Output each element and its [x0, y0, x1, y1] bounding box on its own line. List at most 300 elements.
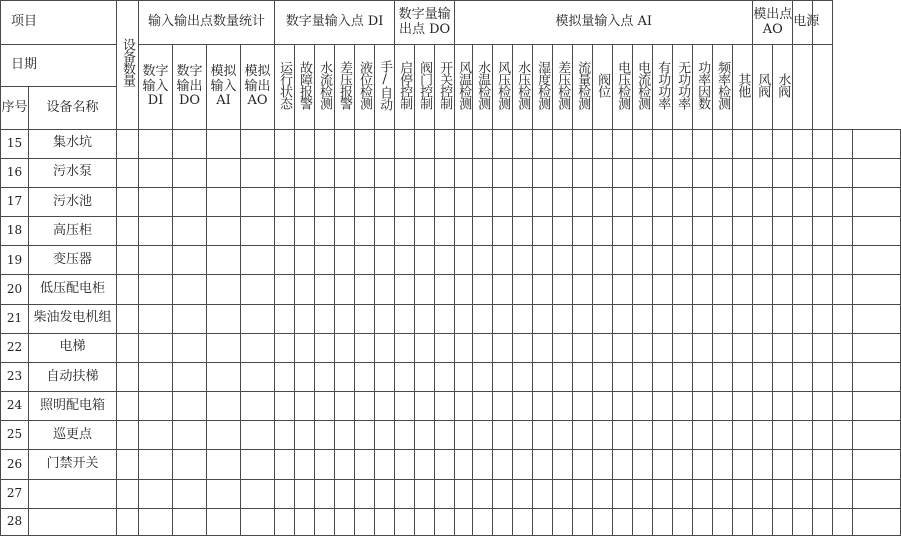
- row-data-cell: [773, 217, 793, 246]
- row-data-cell: [415, 275, 435, 304]
- row-data-cell: [853, 333, 901, 362]
- row-data-cell: [813, 304, 833, 333]
- row-data-cell: [793, 479, 813, 508]
- di-column-header-cell: [295, 45, 315, 129]
- table-row: [1, 246, 901, 275]
- row-data-cell: [173, 275, 207, 304]
- row-data-cell: [533, 275, 553, 304]
- row-data-cell: [813, 362, 833, 391]
- row-data-cell: [295, 188, 315, 217]
- row-data-cell: [813, 129, 833, 158]
- row-data-cell: [753, 362, 773, 391]
- row-data-cell: [415, 217, 435, 246]
- row-data-cell: [207, 246, 241, 275]
- row-data-cell: [713, 188, 733, 217]
- ai-column-header-cell: [713, 45, 733, 129]
- row-data-cell: [473, 450, 493, 479]
- row-data-cell: [833, 158, 853, 187]
- ao-column-label: 风阀: [755, 72, 771, 97]
- row-data-cell: [593, 508, 613, 535]
- ai-column-label: 差压检测: [555, 60, 571, 109]
- row-data-cell: [833, 392, 853, 421]
- ai-column-label: 电流检测: [635, 60, 651, 109]
- row-data-cell: [553, 158, 573, 187]
- table-row: [1, 217, 901, 246]
- row-data-cell: [793, 246, 813, 275]
- row-data-cell: [813, 479, 833, 508]
- row-seq: 15: [6, 135, 23, 150]
- row-data-cell: [275, 158, 295, 187]
- row-data-cell: [793, 392, 813, 421]
- row-data-cell: [295, 421, 315, 450]
- row-data-cell: [139, 362, 173, 391]
- table-row: [1, 450, 901, 479]
- row-seq-cell: [1, 362, 29, 391]
- row-data-cell: [173, 362, 207, 391]
- row-data-cell: [813, 217, 833, 246]
- row-data-cell: [435, 421, 455, 450]
- row-data-cell: [593, 246, 613, 275]
- row-data-cell: [693, 421, 713, 450]
- row-data-cell: [275, 129, 295, 158]
- row-data-cell: [753, 392, 773, 421]
- row-data-cell: [395, 333, 415, 362]
- row-data-cell: [473, 158, 493, 187]
- row-data-cell: [653, 246, 673, 275]
- row-data-cell: [139, 508, 173, 535]
- blank-column-cell: [813, 45, 833, 129]
- row-data-cell: [415, 158, 435, 187]
- di-column-header-cell: [275, 45, 295, 129]
- row-data-cell: [315, 158, 335, 187]
- row-seq-cell: [1, 188, 29, 217]
- row-data-cell: [375, 392, 395, 421]
- row-data-cell: [241, 450, 275, 479]
- row-seq: 24: [6, 398, 23, 413]
- row-data-cell: [241, 304, 275, 333]
- row-data-cell: [753, 158, 773, 187]
- row-data-cell: [853, 508, 901, 535]
- row-data-cell: [375, 158, 395, 187]
- row-data-cell: [773, 158, 793, 187]
- row-data-cell: [553, 217, 573, 246]
- row-data-cell: [355, 362, 375, 391]
- row-data-cell: [513, 129, 533, 158]
- io-stat-code: DO: [178, 93, 201, 109]
- row-data-cell: [335, 188, 355, 217]
- row-data-cell: [395, 392, 415, 421]
- table-row: [1, 392, 901, 421]
- row-data-cell: [753, 333, 773, 362]
- row-data-cell: [613, 246, 633, 275]
- row-data-cell: [733, 479, 753, 508]
- row-data-cell: [693, 479, 713, 508]
- seq-header-cell: [1, 87, 29, 129]
- do-column-label: 阀门控制: [417, 60, 433, 109]
- row-data-cell: [493, 333, 513, 362]
- row-data-cell: [241, 217, 275, 246]
- row-data-cell: [753, 217, 773, 246]
- row-data-cell: [533, 333, 553, 362]
- row-data-cell: [593, 421, 613, 450]
- row-data-cell: [117, 188, 139, 217]
- row-data-cell: [553, 304, 573, 333]
- row-data-cell: [375, 450, 395, 479]
- row-data-cell: [493, 217, 513, 246]
- row-data-cell: [673, 450, 693, 479]
- row-data-cell: [139, 304, 173, 333]
- row-data-cell: [435, 479, 455, 508]
- row-data-cell: [733, 304, 753, 333]
- row-data-cell: [813, 421, 833, 450]
- row-data-cell: [335, 479, 355, 508]
- row-seq-cell: [1, 158, 29, 187]
- do-column-label: 开关控制: [437, 60, 453, 109]
- row-data-cell: [435, 217, 455, 246]
- row-data-cell: [613, 392, 633, 421]
- row-data-cell: [395, 421, 415, 450]
- row-data-cell: [733, 158, 753, 187]
- row-data-cell: [593, 450, 613, 479]
- row-equipment-name: 变压器: [53, 251, 93, 267]
- row-data-cell: [117, 333, 139, 362]
- row-seq-cell: [1, 421, 29, 450]
- di-column-header-cell: [315, 45, 335, 129]
- row-data-cell: [553, 479, 573, 508]
- io-stat-line1: 模拟: [210, 63, 237, 79]
- row-data-cell: [295, 333, 315, 362]
- row-data-cell: [673, 333, 693, 362]
- row-data-cell: [773, 188, 793, 217]
- row-data-cell: [733, 188, 753, 217]
- io-stat-line1: 模拟: [244, 63, 271, 79]
- io-stat-header-cell: [173, 45, 207, 129]
- row-data-cell: [275, 246, 295, 275]
- row-data-cell: [295, 362, 315, 391]
- row-data-cell: [693, 508, 713, 535]
- row-data-cell: [415, 129, 435, 158]
- do-column-header-cell: [395, 45, 415, 129]
- row-data-cell: [295, 246, 315, 275]
- row-data-cell: [673, 304, 693, 333]
- row-data-cell: [415, 188, 435, 217]
- row-seq: 20: [6, 281, 23, 296]
- row-data-cell: [733, 450, 753, 479]
- ai-column-label: 无功功率: [675, 60, 691, 109]
- ai-column-header-cell: [653, 45, 673, 129]
- row-data-cell: [139, 188, 173, 217]
- row-data-cell: [207, 479, 241, 508]
- item-header-cell: [1, 1, 117, 45]
- row-equipment-name-cell: [29, 333, 117, 362]
- row-data-cell: [673, 392, 693, 421]
- row-data-cell: [773, 129, 793, 158]
- row-data-cell: [435, 508, 455, 535]
- row-data-cell: [415, 421, 435, 450]
- row-seq: 25: [6, 427, 23, 442]
- row-data-cell: [207, 158, 241, 187]
- io-stat-line2: 输出: [244, 78, 271, 94]
- row-data-cell: [335, 129, 355, 158]
- row-data-cell: [653, 479, 673, 508]
- row-data-cell: [673, 362, 693, 391]
- row-data-cell: [355, 508, 375, 535]
- row-data-cell: [493, 188, 513, 217]
- row-data-cell: [733, 129, 753, 158]
- row-data-cell: [593, 304, 613, 333]
- row-data-cell: [315, 508, 335, 535]
- di-column-label: 故障报警: [297, 60, 313, 109]
- row-data-cell: [653, 217, 673, 246]
- row-data-cell: [355, 450, 375, 479]
- row-data-cell: [833, 129, 853, 158]
- row-data-cell: [593, 129, 613, 158]
- row-data-cell: [613, 421, 633, 450]
- ai-column-label: 功率因数: [695, 60, 711, 109]
- row-data-cell: [513, 333, 533, 362]
- row-data-cell: [713, 508, 733, 535]
- row-data-cell: [833, 450, 853, 479]
- row-data-cell: [173, 129, 207, 158]
- row-data-cell: [295, 450, 315, 479]
- row-data-cell: [207, 188, 241, 217]
- row-data-cell: [139, 392, 173, 421]
- row-data-cell: [533, 392, 553, 421]
- row-data-cell: [241, 275, 275, 304]
- row-data-cell: [713, 479, 733, 508]
- ao-title: 模出点 AO: [753, 6, 793, 37]
- row-data-cell: [553, 392, 573, 421]
- row-data-cell: [593, 333, 613, 362]
- row-data-cell: [753, 275, 773, 304]
- row-data-cell: [207, 275, 241, 304]
- do-column-header-cell: [435, 45, 455, 129]
- row-data-cell: [395, 158, 415, 187]
- row-data-cell: [173, 304, 207, 333]
- row-data-cell: [435, 304, 455, 333]
- row-data-cell: [473, 508, 493, 535]
- row-data-cell: [573, 479, 593, 508]
- row-data-cell: [553, 188, 573, 217]
- row-data-cell: [533, 421, 553, 450]
- row-data-cell: [139, 421, 173, 450]
- row-data-cell: [793, 362, 813, 391]
- row-data-cell: [793, 450, 813, 479]
- row-data-cell: [173, 158, 207, 187]
- row-data-cell: [355, 304, 375, 333]
- row-data-cell: [295, 275, 315, 304]
- row-data-cell: [573, 188, 593, 217]
- ai-column-header-cell: [593, 45, 613, 129]
- row-data-cell: [395, 479, 415, 508]
- row-data-cell: [241, 333, 275, 362]
- row-data-cell: [553, 508, 573, 535]
- io-stat-code: AO: [247, 93, 268, 109]
- row-seq-cell: [1, 246, 29, 275]
- row-data-cell: [315, 421, 335, 450]
- row-data-cell: [415, 479, 435, 508]
- row-data-cell: [275, 188, 295, 217]
- row-data-cell: [773, 450, 793, 479]
- do-title-cell: [395, 1, 455, 45]
- row-data-cell: [315, 304, 335, 333]
- row-data-cell: [455, 479, 473, 508]
- row-data-cell: [653, 333, 673, 362]
- row-data-cell: [315, 333, 335, 362]
- do-column-header-cell: [415, 45, 435, 129]
- io-stat-header-cell: [139, 45, 173, 129]
- row-data-cell: [833, 333, 853, 362]
- header-row-1: [1, 1, 901, 45]
- row-seq: 22: [6, 339, 23, 354]
- row-data-cell: [295, 129, 315, 158]
- row-data-cell: [653, 392, 673, 421]
- io-stats-title: 输入输出点数量统计: [148, 14, 266, 30]
- row-equipment-name: 高压柜: [53, 222, 93, 238]
- row-data-cell: [435, 362, 455, 391]
- row-data-cell: [573, 217, 593, 246]
- row-data-cell: [653, 304, 673, 333]
- row-data-cell: [455, 275, 473, 304]
- row-data-cell: [733, 392, 753, 421]
- row-data-cell: [395, 275, 415, 304]
- row-data-cell: [117, 158, 139, 187]
- row-data-cell: [633, 421, 653, 450]
- io-stat-line2: 输入: [210, 78, 237, 94]
- row-data-cell: [207, 129, 241, 158]
- di-title-cell: [275, 1, 395, 45]
- row-equipment-name: 污水池: [53, 193, 93, 209]
- row-data-cell: [117, 362, 139, 391]
- row-equipment-name: 低压配电柜: [40, 281, 106, 297]
- row-data-cell: [355, 275, 375, 304]
- row-data-cell: [653, 450, 673, 479]
- row-data-cell: [813, 188, 833, 217]
- row-equipment-name-cell: [29, 304, 117, 333]
- row-data-cell: [355, 479, 375, 508]
- row-data-cell: [613, 508, 633, 535]
- row-data-cell: [275, 304, 295, 333]
- row-data-cell: [613, 217, 633, 246]
- row-data-cell: [833, 421, 853, 450]
- row-seq: 26: [6, 456, 23, 471]
- row-equipment-name-cell: [29, 275, 117, 304]
- row-data-cell: [173, 188, 207, 217]
- row-data-cell: [553, 421, 573, 450]
- row-data-cell: [455, 129, 473, 158]
- row-data-cell: [473, 217, 493, 246]
- row-data-cell: [853, 217, 901, 246]
- io-stat-code: AI: [216, 93, 231, 109]
- row-equipment-name: 门禁开关: [46, 456, 99, 472]
- row-data-cell: [573, 392, 593, 421]
- io-stat-line2: 输出: [176, 78, 203, 94]
- di-column-header-cell: [375, 45, 395, 129]
- io-stat-header-cell: [241, 45, 275, 129]
- row-data-cell: [633, 479, 653, 508]
- row-data-cell: [693, 362, 713, 391]
- row-equipment-name: 污水泵: [53, 164, 93, 180]
- row-data-cell: [117, 129, 139, 158]
- row-data-cell: [613, 450, 633, 479]
- row-data-cell: [693, 450, 713, 479]
- row-data-cell: [455, 508, 473, 535]
- table-row: [1, 421, 901, 450]
- ai-title-cell: [455, 1, 753, 45]
- row-data-cell: [853, 304, 901, 333]
- row-data-cell: [415, 392, 435, 421]
- row-data-cell: [207, 508, 241, 535]
- row-data-cell: [613, 158, 633, 187]
- row-data-cell: [335, 362, 355, 391]
- row-data-cell: [693, 275, 713, 304]
- row-equipment-name-cell: [29, 129, 117, 158]
- row-data-cell: [173, 508, 207, 535]
- row-data-cell: [435, 188, 455, 217]
- table-row: [1, 479, 901, 508]
- row-data-cell: [733, 246, 753, 275]
- row-data-cell: [633, 392, 653, 421]
- row-seq-cell: [1, 304, 29, 333]
- io-stat-line1: 数字: [176, 63, 203, 79]
- row-seq: 16: [6, 165, 23, 180]
- row-data-cell: [693, 304, 713, 333]
- row-data-cell: [335, 217, 355, 246]
- row-equipment-name-cell: [29, 392, 117, 421]
- row-seq: 27: [6, 485, 23, 500]
- row-seq-cell: [1, 392, 29, 421]
- row-data-cell: [813, 246, 833, 275]
- row-data-cell: [673, 275, 693, 304]
- row-data-cell: [315, 188, 335, 217]
- di-column-label: 差压报警: [337, 60, 353, 109]
- row-seq-cell: [1, 450, 29, 479]
- row-data-cell: [813, 333, 833, 362]
- row-data-cell: [773, 421, 793, 450]
- row-data-cell: [117, 304, 139, 333]
- date-header-cell: [1, 45, 117, 87]
- row-data-cell: [117, 246, 139, 275]
- row-data-cell: [793, 158, 813, 187]
- row-equipment-name: 照明配电箱: [40, 397, 106, 413]
- ai-column-label: 有功功率: [655, 60, 671, 109]
- row-equipment-name: 集水坑: [53, 135, 93, 151]
- row-data-cell: [335, 333, 355, 362]
- row-data-cell: [833, 479, 853, 508]
- row-data-cell: [335, 158, 355, 187]
- table-row: [1, 304, 901, 333]
- row-data-cell: [295, 479, 315, 508]
- row-data-cell: [139, 158, 173, 187]
- row-data-cell: [335, 450, 355, 479]
- row-data-cell: [139, 479, 173, 508]
- ai-column-label: 风压检测: [495, 60, 511, 109]
- row-equipment-name: 电梯: [59, 339, 86, 355]
- item-label: 项目: [11, 14, 38, 30]
- row-data-cell: [375, 304, 395, 333]
- row-data-cell: [275, 421, 295, 450]
- row-data-cell: [395, 508, 415, 535]
- row-data-cell: [713, 246, 733, 275]
- ai-column-header-cell: [733, 45, 753, 129]
- row-data-cell: [533, 129, 553, 158]
- row-data-cell: [813, 508, 833, 535]
- row-seq-cell: [1, 508, 29, 535]
- row-data-cell: [435, 333, 455, 362]
- ai-column-label: 湿度检测: [535, 60, 551, 109]
- row-data-cell: [375, 217, 395, 246]
- row-data-cell: [633, 275, 653, 304]
